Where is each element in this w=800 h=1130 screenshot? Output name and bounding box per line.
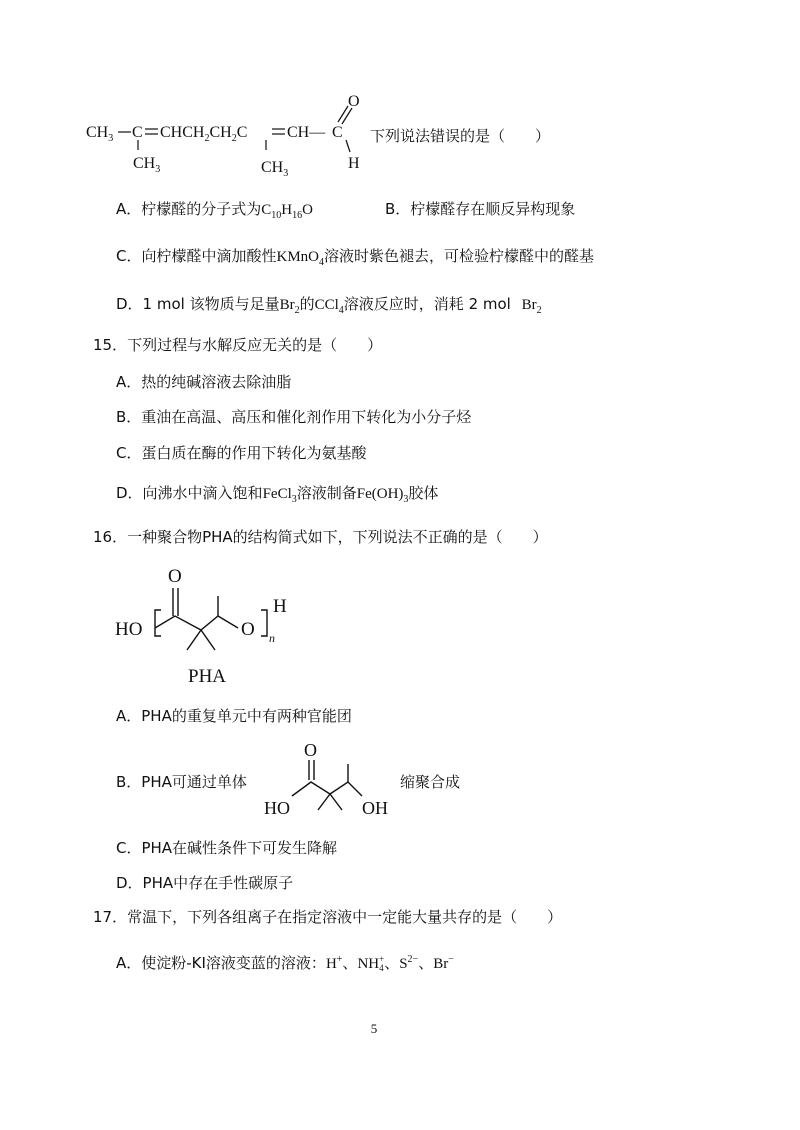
monomer-oh: OH	[362, 798, 388, 818]
pha-right-bracket	[261, 610, 267, 636]
q16-option-c: C．PHA在碱性条件下可发生降解	[116, 839, 338, 857]
monomer-carbonyl-o: O	[304, 740, 317, 760]
branch-ch3-2: $CH_3$	[261, 159, 289, 179]
q14-option-d: D．1 mol 该物质与足量$Br_2$的CCl$_4$溶液反应时，消耗 2 mol $Br_2$	[116, 295, 542, 316]
q15-option-b: B．重油在高温、高压和催化剂作用下转化为小分子烃	[116, 408, 472, 426]
citral-chain: $CHCH_2CH_2C$	[160, 124, 248, 144]
pha-left-bracket	[155, 610, 161, 636]
q15-option-c: C．蛋白质在酶的作用下转化为氨基酸	[116, 444, 367, 462]
aldehyde-bond-b	[342, 108, 352, 124]
pha-methyl-1	[187, 630, 201, 650]
q14-option-c: C．向柠檬醛中滴加酸性KMnO$_4$溶液时紫色褪去，可检验柠檬醛中的醛基	[116, 247, 595, 268]
pha-backbone	[155, 616, 238, 630]
q14-option-b: B．柠檬醛存在顺反异构现象	[385, 200, 576, 218]
q17-option-a: A．使淀粉-KI溶液变蓝的溶液：H+、NH + 4 、$S^{2-}$、Br−	[116, 953, 454, 973]
q16-option-b-prefix: B．PHA可通过单体	[116, 773, 247, 791]
monomer-backbone	[292, 782, 362, 796]
q14-stem: 下列说法错误的是（ ）	[370, 127, 551, 145]
aldehyde-o: O	[348, 93, 360, 110]
citral-ch: CH—	[287, 124, 326, 141]
q16-stem: 16．一种聚合物PHA的结构简式如下，下列说法不正确的是（ ）	[93, 528, 548, 546]
pha-h: H	[273, 596, 287, 617]
citral-c1: C	[132, 124, 143, 141]
page-number: 5	[370, 1021, 378, 1036]
pha-ho: HO	[115, 619, 143, 640]
q15-option-a: A．热的纯碱溶液去除油脂	[116, 373, 292, 391]
pha-structure	[113, 560, 313, 690]
branch-ch3-1: $CH_3$	[133, 155, 161, 175]
q16-option-b-suffix: 缩聚合成	[400, 773, 461, 791]
pha-ester-o: O	[241, 619, 255, 640]
pha-n: n	[269, 631, 275, 645]
citral-ch3-left: $CH_3$	[86, 124, 114, 144]
aldehyde-h: H	[348, 155, 360, 172]
monomer-structure	[262, 738, 412, 818]
citral-aldehyde-c: C	[332, 124, 343, 141]
pha-label: PHA	[188, 666, 227, 687]
pha-carbonyl-o: O	[168, 566, 182, 587]
q15-stem: 15．下列过程与水解反应无关的是（ ）	[93, 336, 383, 354]
q15-option-d: D．向沸水中滴入饱和FeCl$_3$溶液制备$Fe(OH)_3$胶体	[116, 484, 439, 505]
q17-stem: 17．常温下，下列各组离子在指定溶液中一定能大量共存的是（ ）	[93, 908, 563, 926]
q14-option-a: A．柠檬醛的分子式为$C_{10}H_{16}O$	[116, 200, 313, 221]
aldehyde-bond-a	[338, 106, 348, 122]
aldehyde-h-bond	[346, 140, 350, 152]
monomer-methyl-1	[318, 794, 330, 810]
q16-option-a: A．PHA的重复单元中有两种官能团	[116, 707, 352, 725]
monomer-methyl-2	[330, 794, 342, 810]
pha-methyl-2	[201, 630, 215, 650]
monomer-ho: HO	[264, 798, 290, 818]
q16-option-d: D．PHA中存在手性碳原子	[116, 874, 294, 892]
